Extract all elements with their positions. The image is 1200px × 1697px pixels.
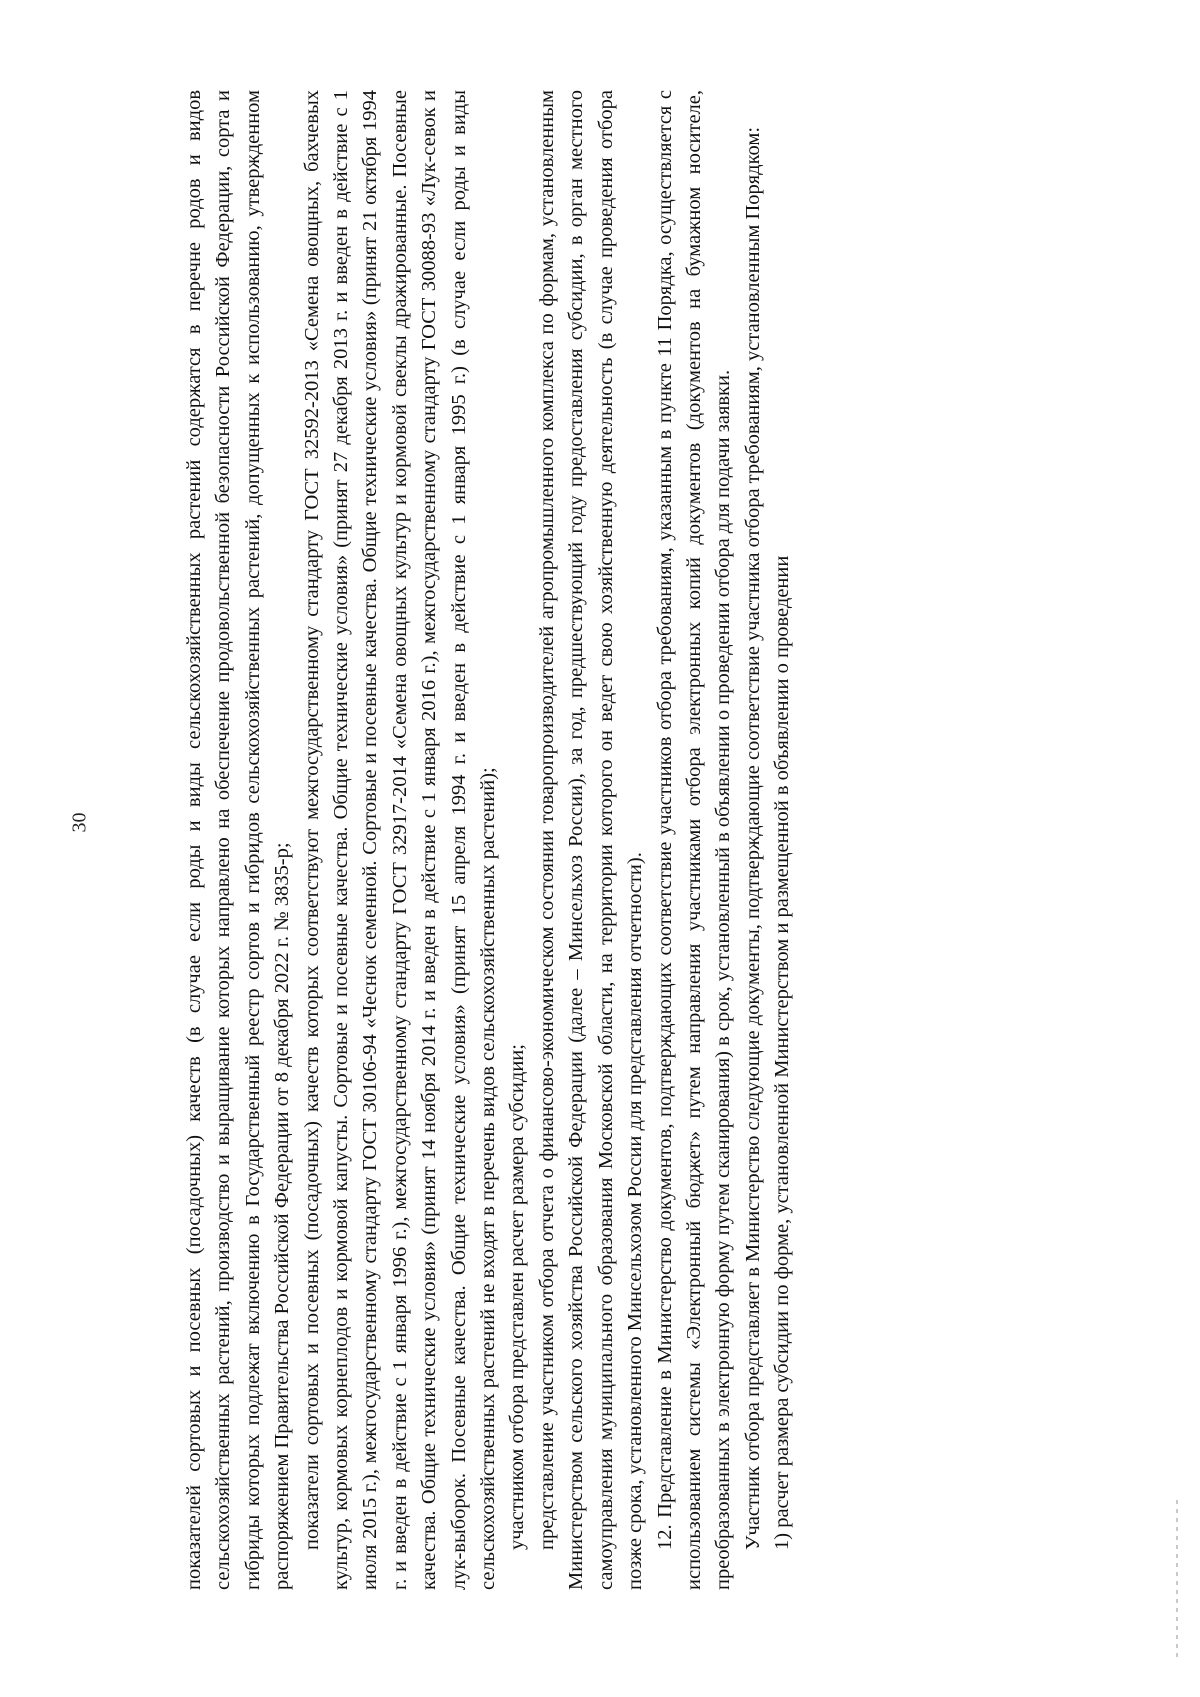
paragraph-3: участником отбора представлен расчет размера субсидии; — [506, 1044, 529, 1550]
scan-edge-mark — [1176, 1500, 1178, 1660]
paragraph-6: Участник отбора представляет в Министерство следующие документы, подтверждающие соответствие участника отбора требованиям, установленным Порядком: — [741, 126, 764, 1550]
paragraph-7: 1) расчет размера субсидии по форме, установленной Министерством и размещенной в объявлении о проведении — [771, 555, 794, 1550]
paragraph-2: показатели сортовых и посевных (посадочных) качеств которых соответствуют межгосударственному стандарту ГОСТ 32592-2013 «Семена овощных, бахчевых культур, кормовых корнеплодов и кормовой капусты. Сортовые и посевные качества. Общие технические условия» (принят 27 декабря 2013 г. и введен в действие с 1 июля 2015 г.), межгосударственному стандарту ГОСТ 30106-94 «Чеснок семенной. Сортовые и посевные качества. Общие технические условия» (принят 21 октября 1994 г. и введен в действие с 1 января 1996 г.), межгосударственному стандарту ГОСТ 32917-2014 «Семена овощных культур и кормовой свеклы дражированные. Посевные качества. Общие технические условия» (принят 14 ноября 2014 г. и введен в действие с 1 января 2016 г.), межгосударственному стандарту ГОСТ 30088-93 «Лук-севок и лук-выборок. Посевные качества. Общие технические условия» (принят 15 апреля 1994 г. и введен в действие с 1 января 1995 г.) (в случае если роды и виды сельскохозяйственных растений не входят в перечень видов сельскохозяйственных растений); — [300, 90, 500, 1590]
paragraph-4: представление участником отбора отчета о финансово-экономическом состоянии товаропроизводителей агропромышленного комплекса по формам, установленным Министерством сельского хозяйства Российской Федерации (далее – Минсельхоз России), за год, предшествующий году предоставления субсидии, в орган местного самоуправления муниципального образования Московской области, на территории которого он ведет свою хозяйственную деятельность (в случае проведения отбора позже срока, установленного Минсельхозом России для представления отчетности). — [535, 90, 647, 1590]
body-text — [180, 90, 1020, 1590]
paragraph-5: 12. Представление в Министерство документов, подтверждающих соответствие участников отбора требованиям, указанным в пункте 11 Порядка, осуществляется с использованием системы «Электронный бюджет» путем направления участниками отбора электронных копий документов (документов на бумажном носителе, преобразованных в электронную форму путем сканирования) в срок, установленный в объявлении о проведении отбора для подачи заявки. — [653, 90, 735, 1590]
paragraph-1: показателей сортовых и посевных (посадочных) качеств (в случае если роды и виды сельскохозяйственных растений содержатся в перечне родов и видов сельскохозяйственных растений, производство и выращивание которых направлено на обеспечение продовольственной безопасности Российской Федерации, сорта и гибриды которых подлежат включению в Государственный реестр сортов и гибридов сельскохозяйственных растений, допущенных к использованию, утвержденном распоряжением Правительства Российской Федерации от 8 декабря 2022 г. № 3835-р; — [183, 90, 294, 1590]
page-number: 30 — [68, 812, 91, 833]
